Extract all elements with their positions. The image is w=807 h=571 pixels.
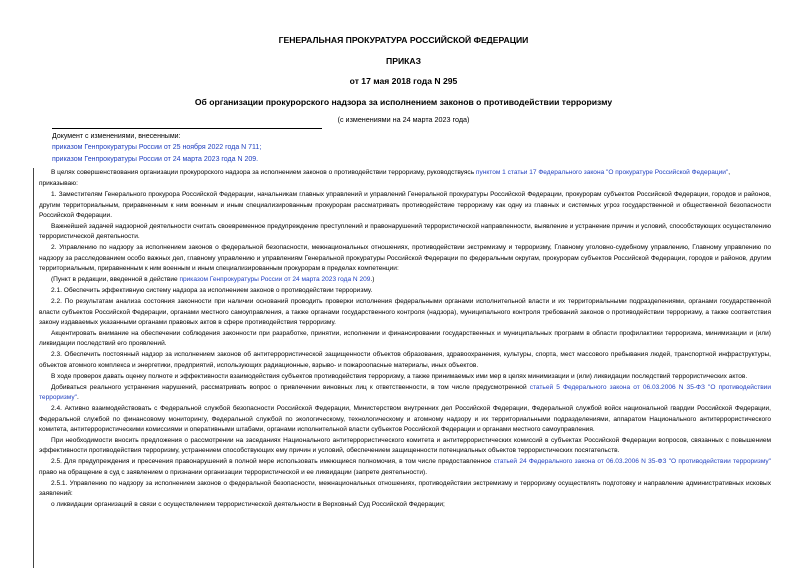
paragraph: 2. Управлению по надзору за исполнением законов о федеральной безопасности, межнациональных отношениях, противодействии экстремизму и терроризму, Главному уголовно-судебному управлению, Главному управлению по надзору за расследованием особо важных дел, главному управлению и управлениям Генеральной прокуратуры Российской Федерации по федеральным округам, прокурорам субъектов Российской Федерации, городов и районов, другим территориальным, приравненным к ним военным и иным специализированным прокурорам в пределах компетенции:: [39, 244, 771, 272]
changes-label: Документ с изменениями, внесенными:: [52, 133, 181, 140]
doc-type: ПРИКАЗ: [386, 56, 421, 66]
paragraph: 2.5.1. Управлению по надзору за исполнением законов о федеральной безопасности, межнациональных отношениях, противодействии экстремизму и терроризму осуществлять подготовку и направление административных исковых заявлений:: [39, 479, 771, 498]
paragraph: При необходимости вносить предложения о рассмотрении на заседаниях Национального антитеррористического комитета и антитеррористических комиссий в субъектах Российской Федерации вопросов, связанных с повышением эффективности противодействия терроризму, устранением способствующих ему причин и условий, обеспечением защищенности потенциальных объектов террористических посягательств.: [39, 437, 771, 455]
paragraph: Важнейшей задачей надзорной деятельности считать своевременное предупреждение преступлений и правонарушений террористической направленности, выявление и устранение причин и условий, способствующих осуществлению террористической деятельности.: [39, 223, 771, 241]
paragraph: 2.4. Активно взаимодействовать с Федеральной службой безопасности Российской Федерации, Министерством внутренних дел Российской Федерации, Федеральной службой войск национальной гвардии Российской Федерации, Федеральной службой по финансовому мониторингу, Федеральной службой по экологическому, технологическому и атомному надзору и их территориальными подразделениями, аппаратом Национального антитеррористического комитета, антитеррористическими комиссиями и оперативными штабами, органами исполнительной власти субъектов Российской Федерации и органами местного самоуправления.: [39, 405, 771, 433]
paragraph: 1. Заместителям Генерального прокурора Российской Федерации, начальникам главных управлений и управлений Генеральной прокуратуры Российской Федерации, прокурорам субъектов Российской Федерации, городов и районов, другим территориальным, приравненным к ним военным и иным специализированным прокурорам рассматривать противодействие терроризму как одну из главных и системных угроз государственной и общественной безопасности Российской Федерации.: [39, 191, 771, 219]
paragraph: (Пункт в редакции, введенной в действие приказом Генпрокуратуры России от 24 марта 2023 года N 209.): [51, 276, 375, 284]
amendment-note: (с изменениями на 24 марта 2023 года): [337, 115, 470, 124]
paragraph: 2.1. Обеспечить эффективную систему надзора за исполнением законов о противодействии терроризму.: [51, 287, 373, 295]
doc-date-number: от 17 мая 2018 года N 295: [349, 76, 458, 86]
document-body: [39, 168, 771, 512]
paragraph: о ликвидации организаций в связи с осуществлением террористической деятельности в Верховный Суд Российской Федерации;: [51, 501, 445, 509]
paragraph: 2.2. По результатам анализа состояния законности при наличии оснований проводить проверки исполнения федеральными органами исполнительной власти и их территориальными подразделениями, органами государственной власти субъектов Российской Федерации, органами местного самоуправления, а также органами государственного контроля (надзора), муниципального контроля требований законов о противодействии терроризму, а также соответствия закону издаваемых указанными органами правовых актов в сфере противодействия терроризму.: [39, 298, 771, 326]
changes-block: [52, 131, 261, 165]
law-link[interactable]: статьей 24 Федерального закона от 06.03.2006 N 35-ФЗ "О противодействии терроризму": [493, 458, 771, 466]
paragraph: В целях совершенствования организации прокурорского надзора за исполнением законов о противодействии терроризму, руководствуясь пунктом 1 статьи 17 Федерального закона "О прокуратуре Российской Федерации",: [51, 169, 731, 176]
law-link[interactable]: статьей 5 Федерального закона от 06.03.2006 N 35-ФЗ "О противодействии терроризму": [39, 384, 771, 402]
paragraph: 2.5. Для предупреждения и пресечения правонарушений в полной мере использовать имеющиеся полномочия, в том числе предоставленное статьей 24 Федерального закона от 06.03.2006 N 35-ФЗ "О противодействии терроризму" право на обращение в суд с заявлением о признании организации террористической и ее ликвидации (запрете деятельности).: [39, 458, 771, 476]
change-link-1[interactable]: приказом Генпрокуратуры России от 25 ноября 2022 года N 711;: [52, 144, 262, 152]
divider: [52, 128, 322, 129]
order-word: приказываю:: [39, 180, 78, 188]
paragraph: 2.3. Обеспечить постоянный надзор за исполнением законов об антитеррористической защищенности объектов образования, здравоохранения, культуры, спорта, мест массового пребывания людей, транспортной инфраструктуры, объектов атомного комплекса и энергетики, предприятий, использующих радиационные, взрыво- и пожароопасные материалы, иных объектов.: [39, 351, 771, 369]
change-link-2[interactable]: приказом Генпрокуратуры России от 24 марта 2023 года N 209.: [52, 155, 259, 163]
doc-title: Об организации прокурорского надзора за исполнением законов о противодействии терроризму: [194, 97, 613, 107]
paragraph: Акцентировать внимание на обеспечении соблюдения законности при разработке, принятии, исполнении и финансировании государственных и муниципальных программ в области профилактики терроризма, минимизации и (или) ликвидации последствий его проявлений.: [39, 330, 771, 348]
paragraph: Добиваться реального устранения нарушений, рассматривать вопрос о привлечении виновных лиц к ответственности, в том числе предусмотренной статьей 5 Федерального закона от 06.03.2006 N 35-ФЗ "О противодействии терроризму".: [39, 384, 771, 402]
law-link[interactable]: пунктом 1 статьи 17 Федерального закона "О прокуратуре Российской Федерации": [475, 169, 729, 176]
org-name: ГЕНЕРАЛЬНАЯ ПРОКУРАТУРА РОССИЙСКОЙ ФЕДЕРАЦИИ: [278, 35, 529, 45]
order-link[interactable]: приказом Генпрокуратуры России от 24 марта 2023 года N 209: [179, 276, 371, 284]
left-margin-rule: [33, 168, 34, 568]
paragraph: В ходе проверок давать оценку полноте и эффективности взаимодействия субъектов противодействия терроризму, а также принимаемых ими мер в целях минимизации и (или) ликвидации последствий террористических актов.: [51, 372, 748, 380]
